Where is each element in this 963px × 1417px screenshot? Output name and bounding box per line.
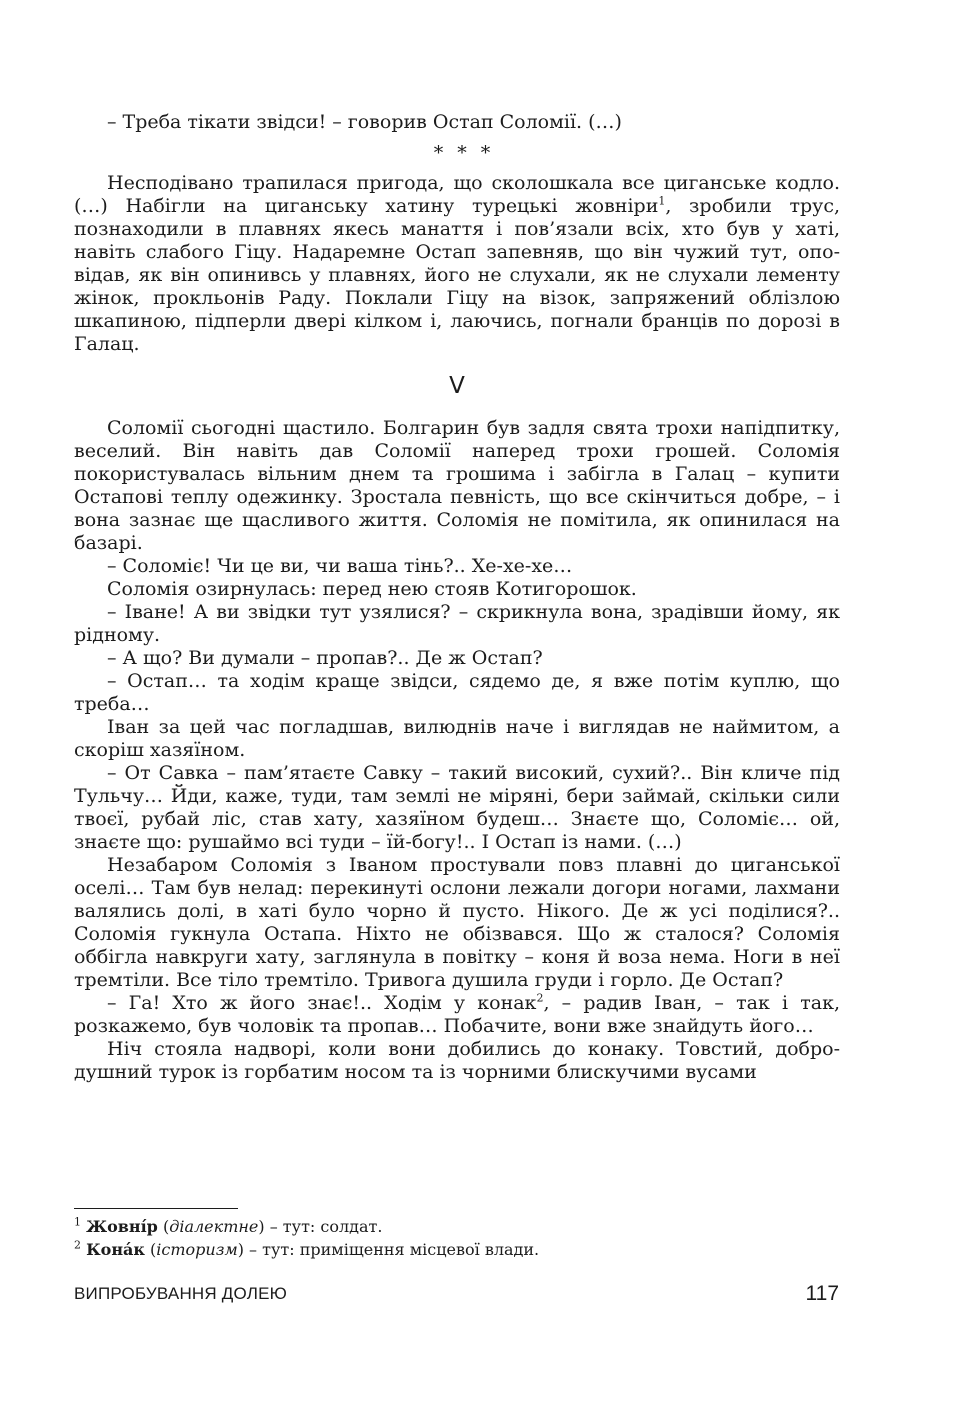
running-title: ВИПРОБУВАННЯ ДОЛЕЮ: [74, 1284, 288, 1303]
paragraph: Незабаром Соломія з Іваном простували повз плавні до циганської оселі… Там був нелад: перекинуті ослони лежали догори ногами, лахмани валялись долі, в хаті було чорно й пусто. Нікого. Де ж усі поділися?.. Соломія гукнула Остапа. Ніхто не обізвався. Що ж сталося? Соломія оббігла навкруги хату, заглянула в повітку – коня й воза нема. Ноги в неї тремтіли. Все тіло тремтіло. Тривога душила груди і горло. Де Остап?: [74, 854, 840, 991]
footnote-marker: 2: [536, 991, 544, 1005]
paragraph: – А що? Ви думали – пропав?.. Де ж Остап?: [107, 647, 543, 669]
footnote-term: Кона́к: [86, 1240, 145, 1259]
paragraph: – Остап… та ходім краще звідси, сядемо де, я вже потім куплю, що треба…: [74, 670, 840, 715]
paragraph: – Соломіє! Чи це ви, чи ваша тінь?.. Хе-хе-хе…: [107, 555, 573, 577]
paragraph: Соломія озирнулась: перед нею стояв Котигорошок.: [107, 578, 637, 600]
footnote-label: діалектне: [169, 1217, 259, 1236]
paragraph-text: , зробили трус, познаходили в плавнях якесь манаття і пов’язали всіх, хто був у хаті, навіть слабого Гіцу. Надаремне Остап запевняв, що він чужий тут, оповідав, як він опинивсь у плавнях, його не слухали, як не слухали лементу жінок, прокльонів Раду. Поклали Гіцу на візок, запряжений облізлою шкапиною, підперли двері кілком і, лаючись, погнали бранців по дорозі в Галац.: [74, 195, 841, 355]
footnote-divider: [74, 1208, 238, 1209]
opening-line: – Треба тікати звідси! – говорив Остап Соломії. (…): [107, 111, 622, 133]
paragraph: – Іване! А ви звідки тут узялися? – скрикнула вона, зрадівши йому, як рідному.: [74, 601, 840, 646]
paragraph: [74, 172, 840, 356]
paragraph-text: , – радив Іван, – так і так, розкажемо, був чоловік та пропав… Побачите, вони вже знайдуть його…: [74, 992, 840, 1037]
paragraph: Ніч стояла надворі, коли вони добились до конаку. Товстий, добродушний турок із горбатим носом та із чорними блискучими вусами: [74, 1038, 840, 1083]
footnote: $^2$ Кона́к (історизм) – тут: приміщення місцевої влади.: [74, 1238, 540, 1259]
chapter-numeral: V: [449, 373, 465, 399]
footnotes: [74, 1215, 840, 1261]
footnote-text: – тут: приміщення місцевої влади.: [243, 1240, 540, 1259]
section-break: * * *: [433, 142, 495, 164]
page-number: 117: [805, 1282, 839, 1305]
paragraph-text: Несподівано трапилася пригода, що сколошкала все циганське кодло. (…) Набігли на циганську хатину турецькі жовніри: [74, 172, 840, 217]
main-text: [74, 111, 840, 1084]
footnote-text: – тут: солдат.: [264, 1217, 383, 1236]
paragraph: – От Савка – пам’ятаєте Савку – такий високий, сухий?.. Він кличе під Тульчу… Йди, каже, туди, там землі не міряні, бери займай, скільки сили твоєї, рубай ліс, став хату, хазяїном будеш… Знаєте що, Соломіє… ой, знаєте що: рушаймо всі туди – їй-богу!.. І Остап із нами. (…): [74, 762, 840, 853]
paragraph: [74, 992, 840, 1038]
footnote-marker: 1: [658, 194, 666, 208]
footnote-number: 1: [74, 1215, 81, 1229]
paragraph-text: – Га! Хто ж його знає!.. Ходім у конак: [107, 992, 537, 1014]
footnote-label: історизм: [156, 1240, 238, 1259]
paragraph: Іван за цей час погладшав, вилюднів наче і виглядав не наймитом, а скоріш хазяїном.: [74, 716, 840, 761]
footnote: $^1$ Жовні́р (діалектне) – тут: солдат.: [74, 1215, 383, 1236]
footnote-number: 2: [74, 1238, 81, 1252]
paragraph: Соломії сьогодні щастило. Болгарин був задля свята трохи напідпитку, веселий. Він навіть дав Соломії наперед трохи грошей. Соломія покористувалась вільним днем та грошима і забігла в Галац – купити Остапові теплу одежинку. Зростала певність, що все скінчиться добре, – і вона зазнає ще щасливого життя. Соломія не помітила, як опинилася на базарі.: [74, 417, 840, 554]
footnote-term: Жовні́р: [86, 1217, 158, 1236]
